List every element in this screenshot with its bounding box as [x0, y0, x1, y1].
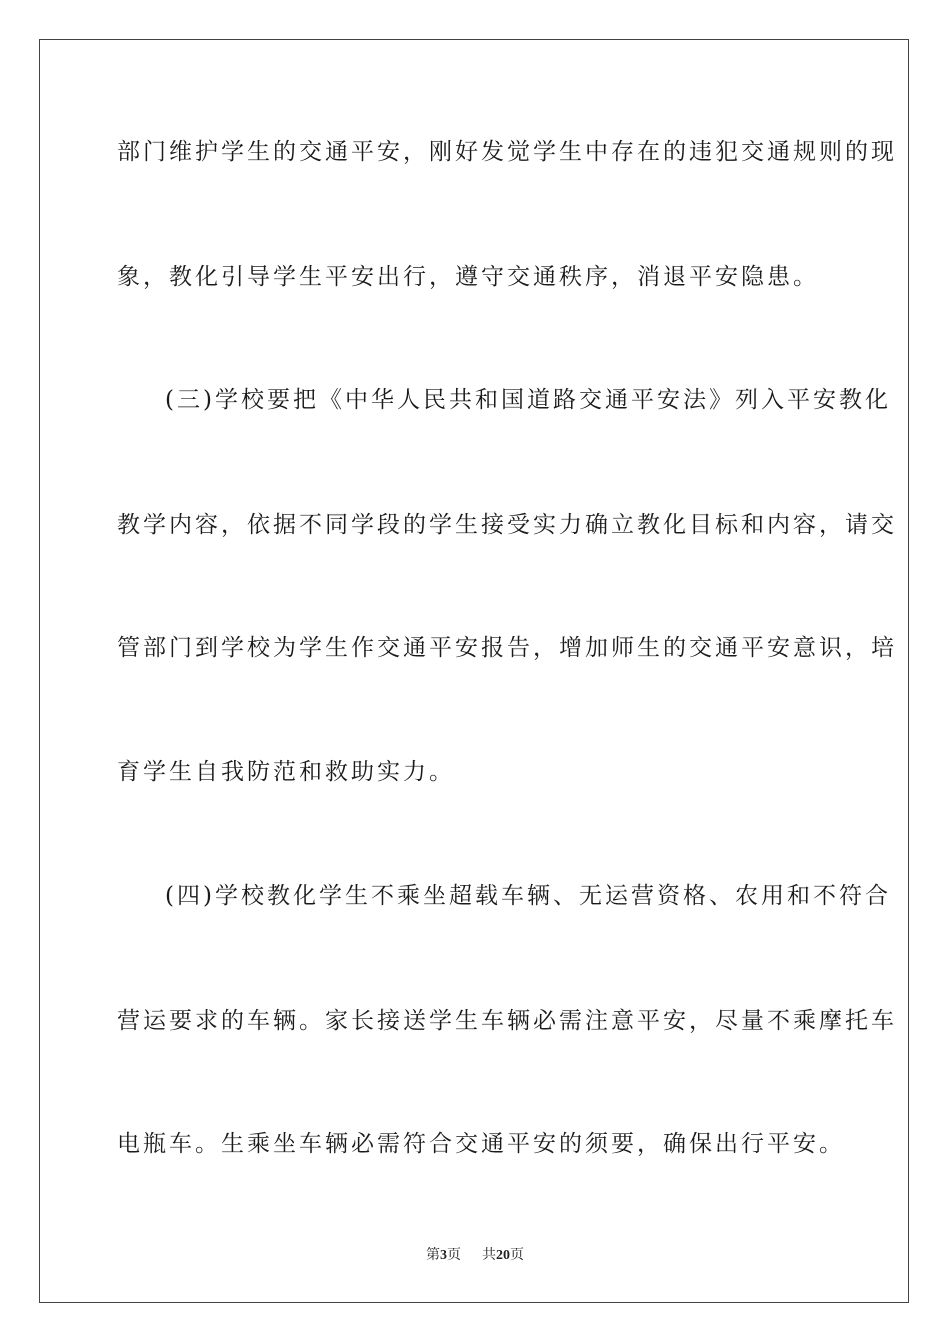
paragraph-line: 电瓶车。生乘坐车辆必需符合交通平安的须要，确保出行平安。 [117, 1131, 845, 1157]
page-footer [0, 1244, 950, 1264]
paragraph-line-heading-3: (三)学校要把《中华人民共和国道路交通平安法》列入平安教化 [165, 387, 891, 413]
paragraph-line: 管部门到学校为学生作交通平安报告，增加师生的交通平安意识，培 [117, 635, 897, 661]
paragraph-line: 部门维护学生的交通平安，刚好发觉学生中存在的违犯交通规则的现 [117, 139, 897, 165]
paragraph-line-heading-4: (四)学校教化学生不乘坐超载车辆、无运营资格、农用和不符合 [165, 883, 891, 909]
total-prefix: 共 [482, 1248, 496, 1263]
page-prefix: 第 [426, 1248, 440, 1263]
page-suffix: 页 [447, 1248, 461, 1263]
paragraph-line: 育学生自我防范和救助实力。 [117, 759, 455, 785]
total-suffix: 页 [510, 1248, 524, 1263]
paragraph-line: 象，教化引导学生平安出行，遵守交通秩序，消退平安隐患。 [117, 264, 819, 290]
paragraph-line: 营运要求的车辆。家长接送学生车辆必需注意平安，尽量不乘摩托车 [117, 1008, 897, 1034]
paragraph-line: 教学内容，依据不同学段的学生接受实力确立教化目标和内容，请交 [117, 512, 897, 538]
page-border [39, 39, 909, 1303]
total-pages: 20 [496, 1248, 510, 1263]
page-number: 3 [440, 1248, 447, 1263]
